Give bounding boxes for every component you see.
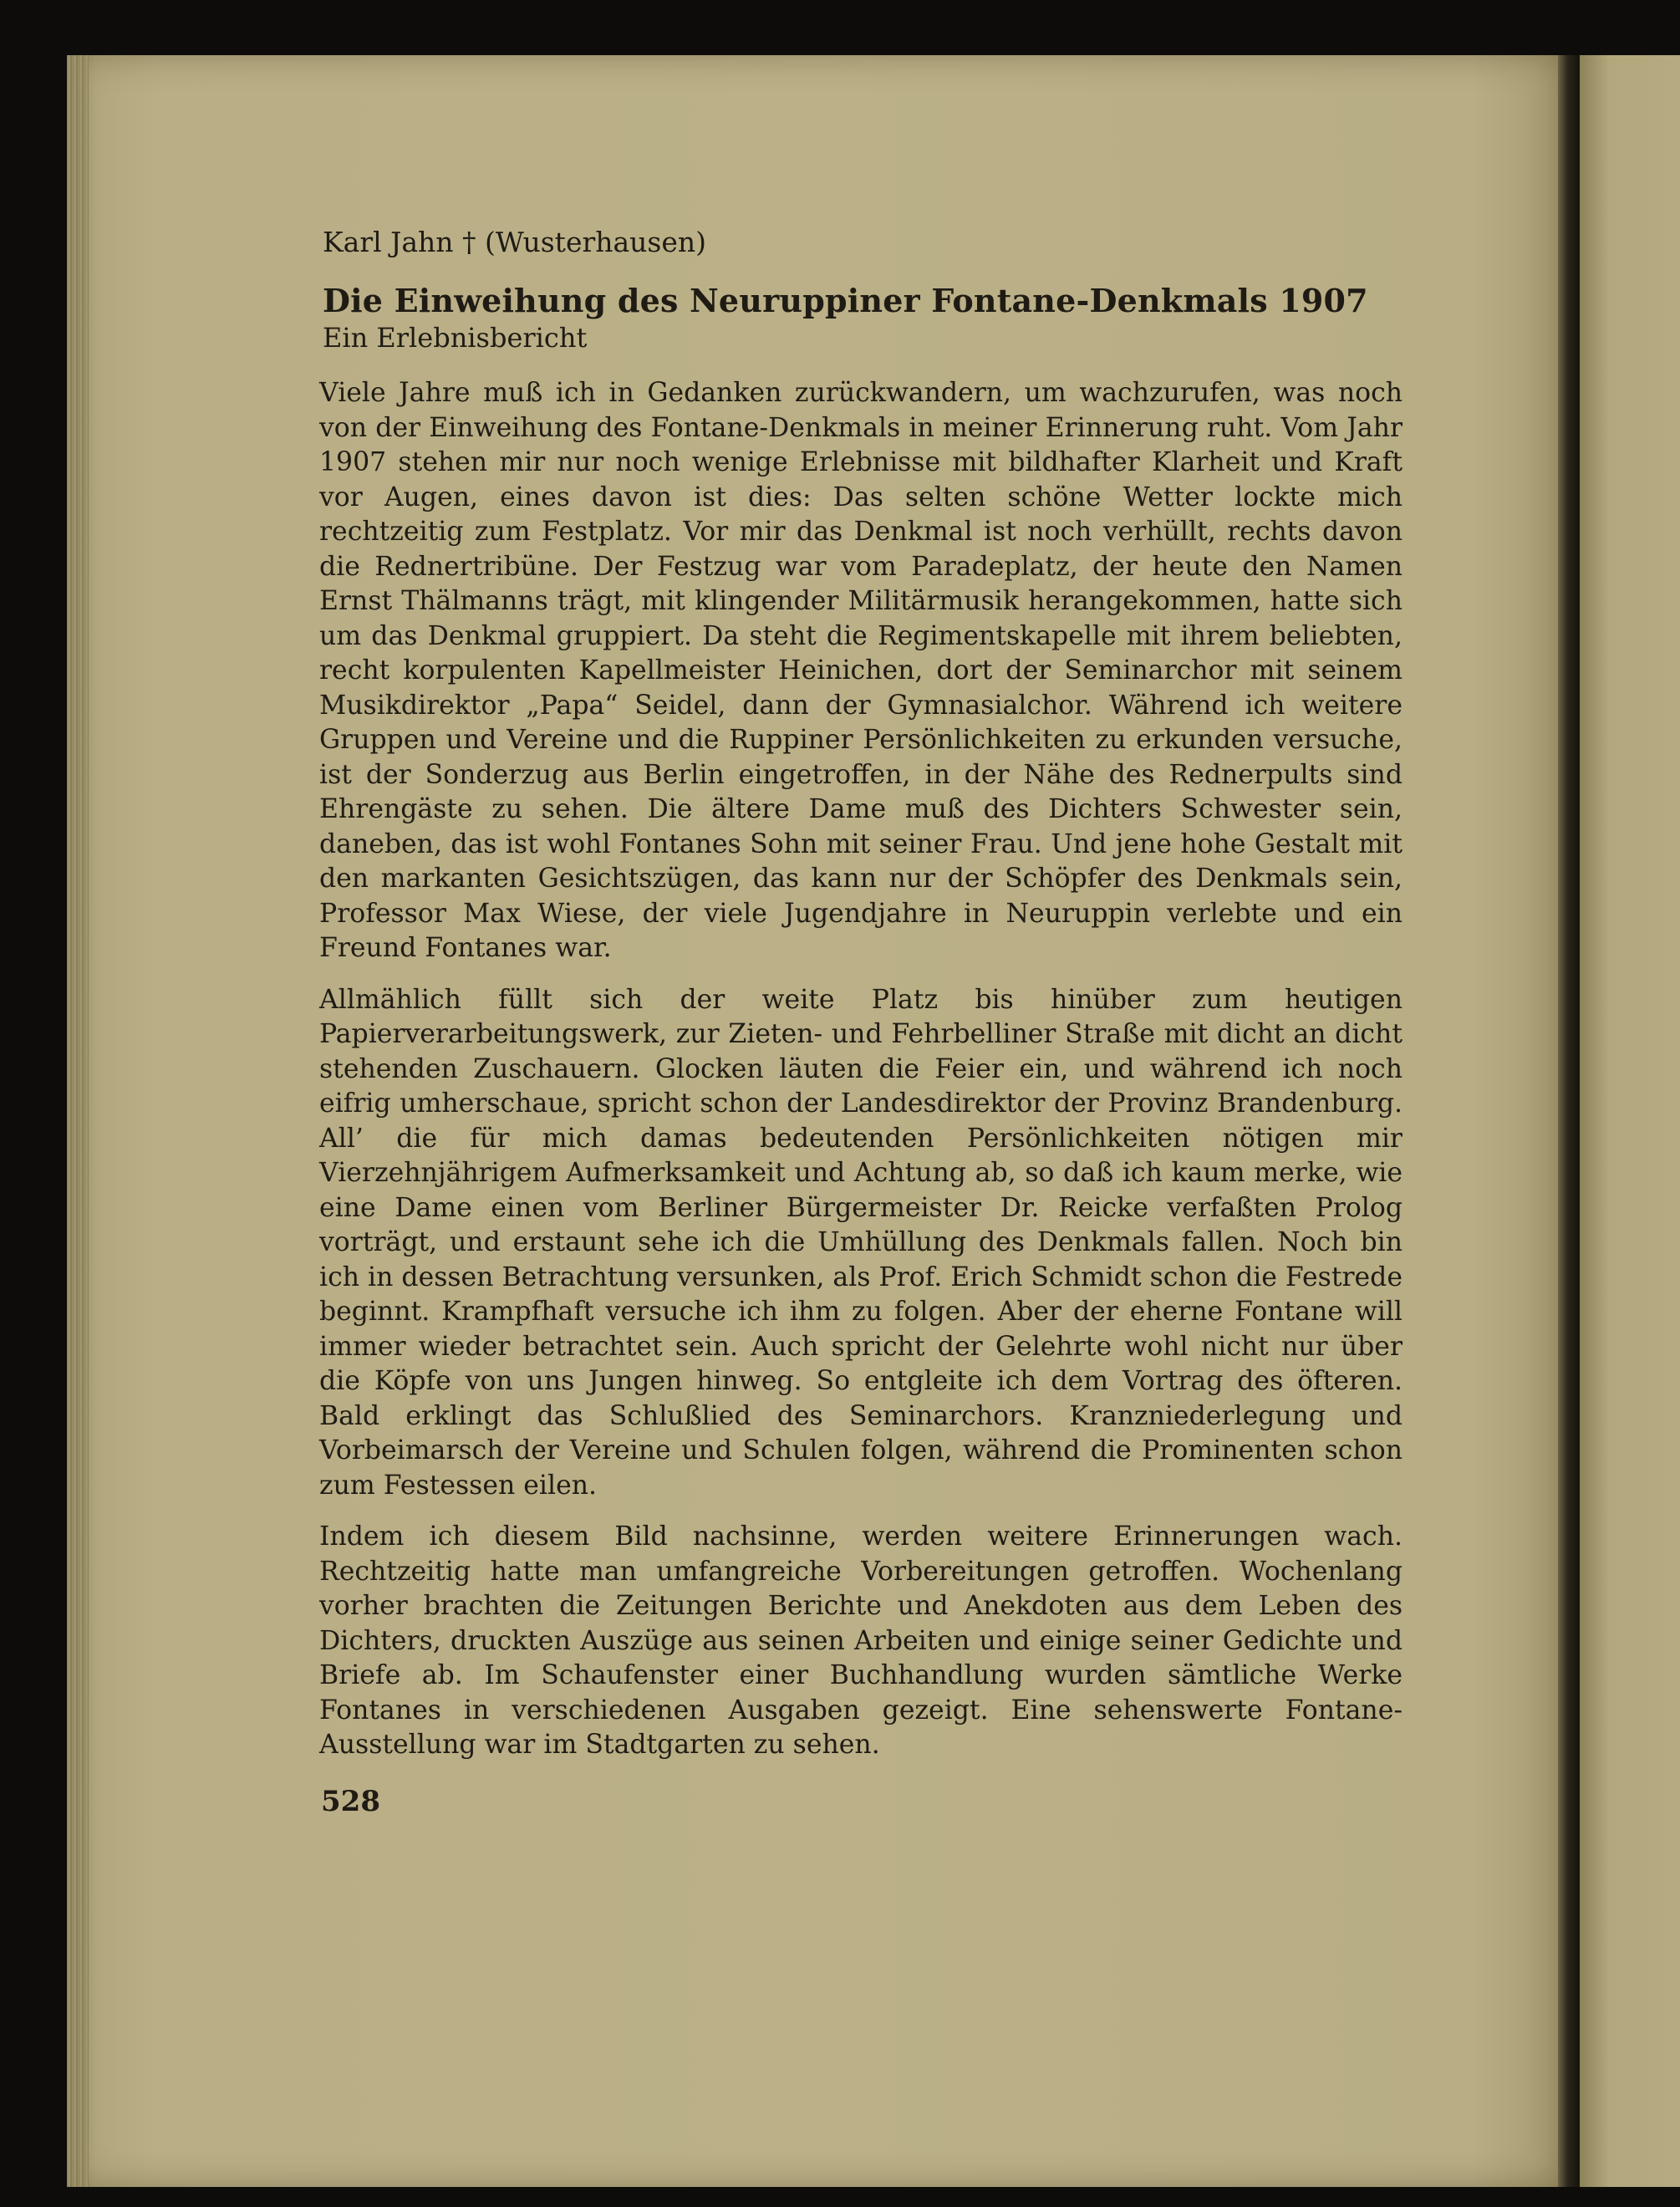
paragraph-1: Viele Jahre muß ich in Gedanken zurückwandern, um wachzurufen, was noch von der Einweihung des Fontane-Denkmals in meiner Erinnerung ruht. Vom Jahr 1907 stehen mir nur noch wenige Erlebnisse mit bildhafter Klarheit und Kraft vor Augen, eines davon ist dies: Das selten schöne Wetter lockte mich rechtzeitig zum Festplatz. Vor mir das Denkmal ist noch verhüllt, rechts davon die Rednertribüne. Der Festzug war vom Paradeplatz, der heute den Namen Ernst Thälmanns trägt, mit klingender Militärmusik herangekommen, hatte sich um das Denkmal gruppiert. Da steht die Regimentskapelle mit ihrem beliebten, recht korpulenten Kapellmeister Heinichen, dort der Seminarchor mit seinem Musikdirektor „Papa“ Seidel, dann der Gymnasialchor. Während ich weitere Gruppen und Vereine und die Ruppiner Persönlichkeiten zu erkunden versuche, ist der Sonderzug aus Berlin eingetroffen, in der Nähe des Rednerpults sind Ehrengäste zu sehen. Die ältere Dame muß des Dichters Schwester sein, daneben, das ist wohl Fontanes Sohn mit seiner Frau. Und jene hohe Gestalt mit den markanten Gesichtszügen, das kann nur der Schöpfer des Denkmals sein, Professor Max Wiese, der viele Jugendjahre in Neuruppin verlebte und ein Freund Fontanes war.	[319, 378, 1403, 963]
text-block	[319, 222, 1403, 1822]
paragraph-3: Indem ich diesem Bild nachsinne, werden weitere Erinnerungen wach. Rechtzeitig hatte man umfangreiche Vorbereitungen getroffen. Wochenlang vorher brachten die Zeitungen Berichte und Anekdoten aus dem Leben des Dichters, druckten Auszüge aus seinen Arbeiten und einige seiner Gedichte und Briefe ab. Im Schaufenster einer Buchhandlung wurden sämtliche Werke Fontanes in verschiedenen Ausgaben gezeigt. Eine sehenswerte Fontane-Ausstellung war im Stadtgarten zu sehen.	[319, 1521, 1403, 1760]
paragraph-2: Allmählich füllt sich der weite Platz bis hinüber zum heutigen Papierverarbeitungswerk, zur Zieten- und Fehrbelliner Straße mit dicht an dicht stehenden Zuschauern. Glocken läuten die Feier ein, und während ich noch eifrig umherschaue, spricht schon der Landesdirektor der Provinz Brandenburg. All’ die für mich damas bedeutenden Persönlichkeiten nötigen mir Vierzehnjährigem Aufmerksamkeit und Achtung ab, so daß ich kaum merke, wie eine Dame einen vom Berliner Bürgermeister Dr. Reicke verfaßten Prolog vorträgt, und erstaunt sehe ich die Umhüllung des Denkmals fallen. Noch bin ich in dessen Betrachtung versunken, als Prof. Erich Schmidt schon die Festrede beginnt. Krampfhaft versuche ich ihm zu folgen. Aber der eherne Fontane will immer wieder betrachtet sein. Auch spricht der Gelehrte wohl nicht nur über die Köpfe von uns Jungen hinweg. So entgleite ich dem Vortrag des öfteren. Bald erklingt das Schlußlied des Seminarchors. Kranzniederlegung und Vorbeimarsch der Vereine und Schulen folgen, während die Prominenten schon zum Festessen eilen.	[319, 984, 1403, 1501]
article-title: Die Einweihung des Neuruppiner Fontane-Denkmals 1907	[323, 282, 1368, 319]
book-binding-gutter	[1558, 55, 1580, 2187]
article-subtitle: Ein Erlebnisbericht	[323, 322, 588, 354]
page-stack-edges	[67, 55, 89, 2187]
facing-page-edge	[1580, 55, 1680, 2187]
author-line: Karl Jahn † (Wusterhausen)	[323, 226, 707, 258]
page-number: 528	[321, 1784, 380, 1818]
